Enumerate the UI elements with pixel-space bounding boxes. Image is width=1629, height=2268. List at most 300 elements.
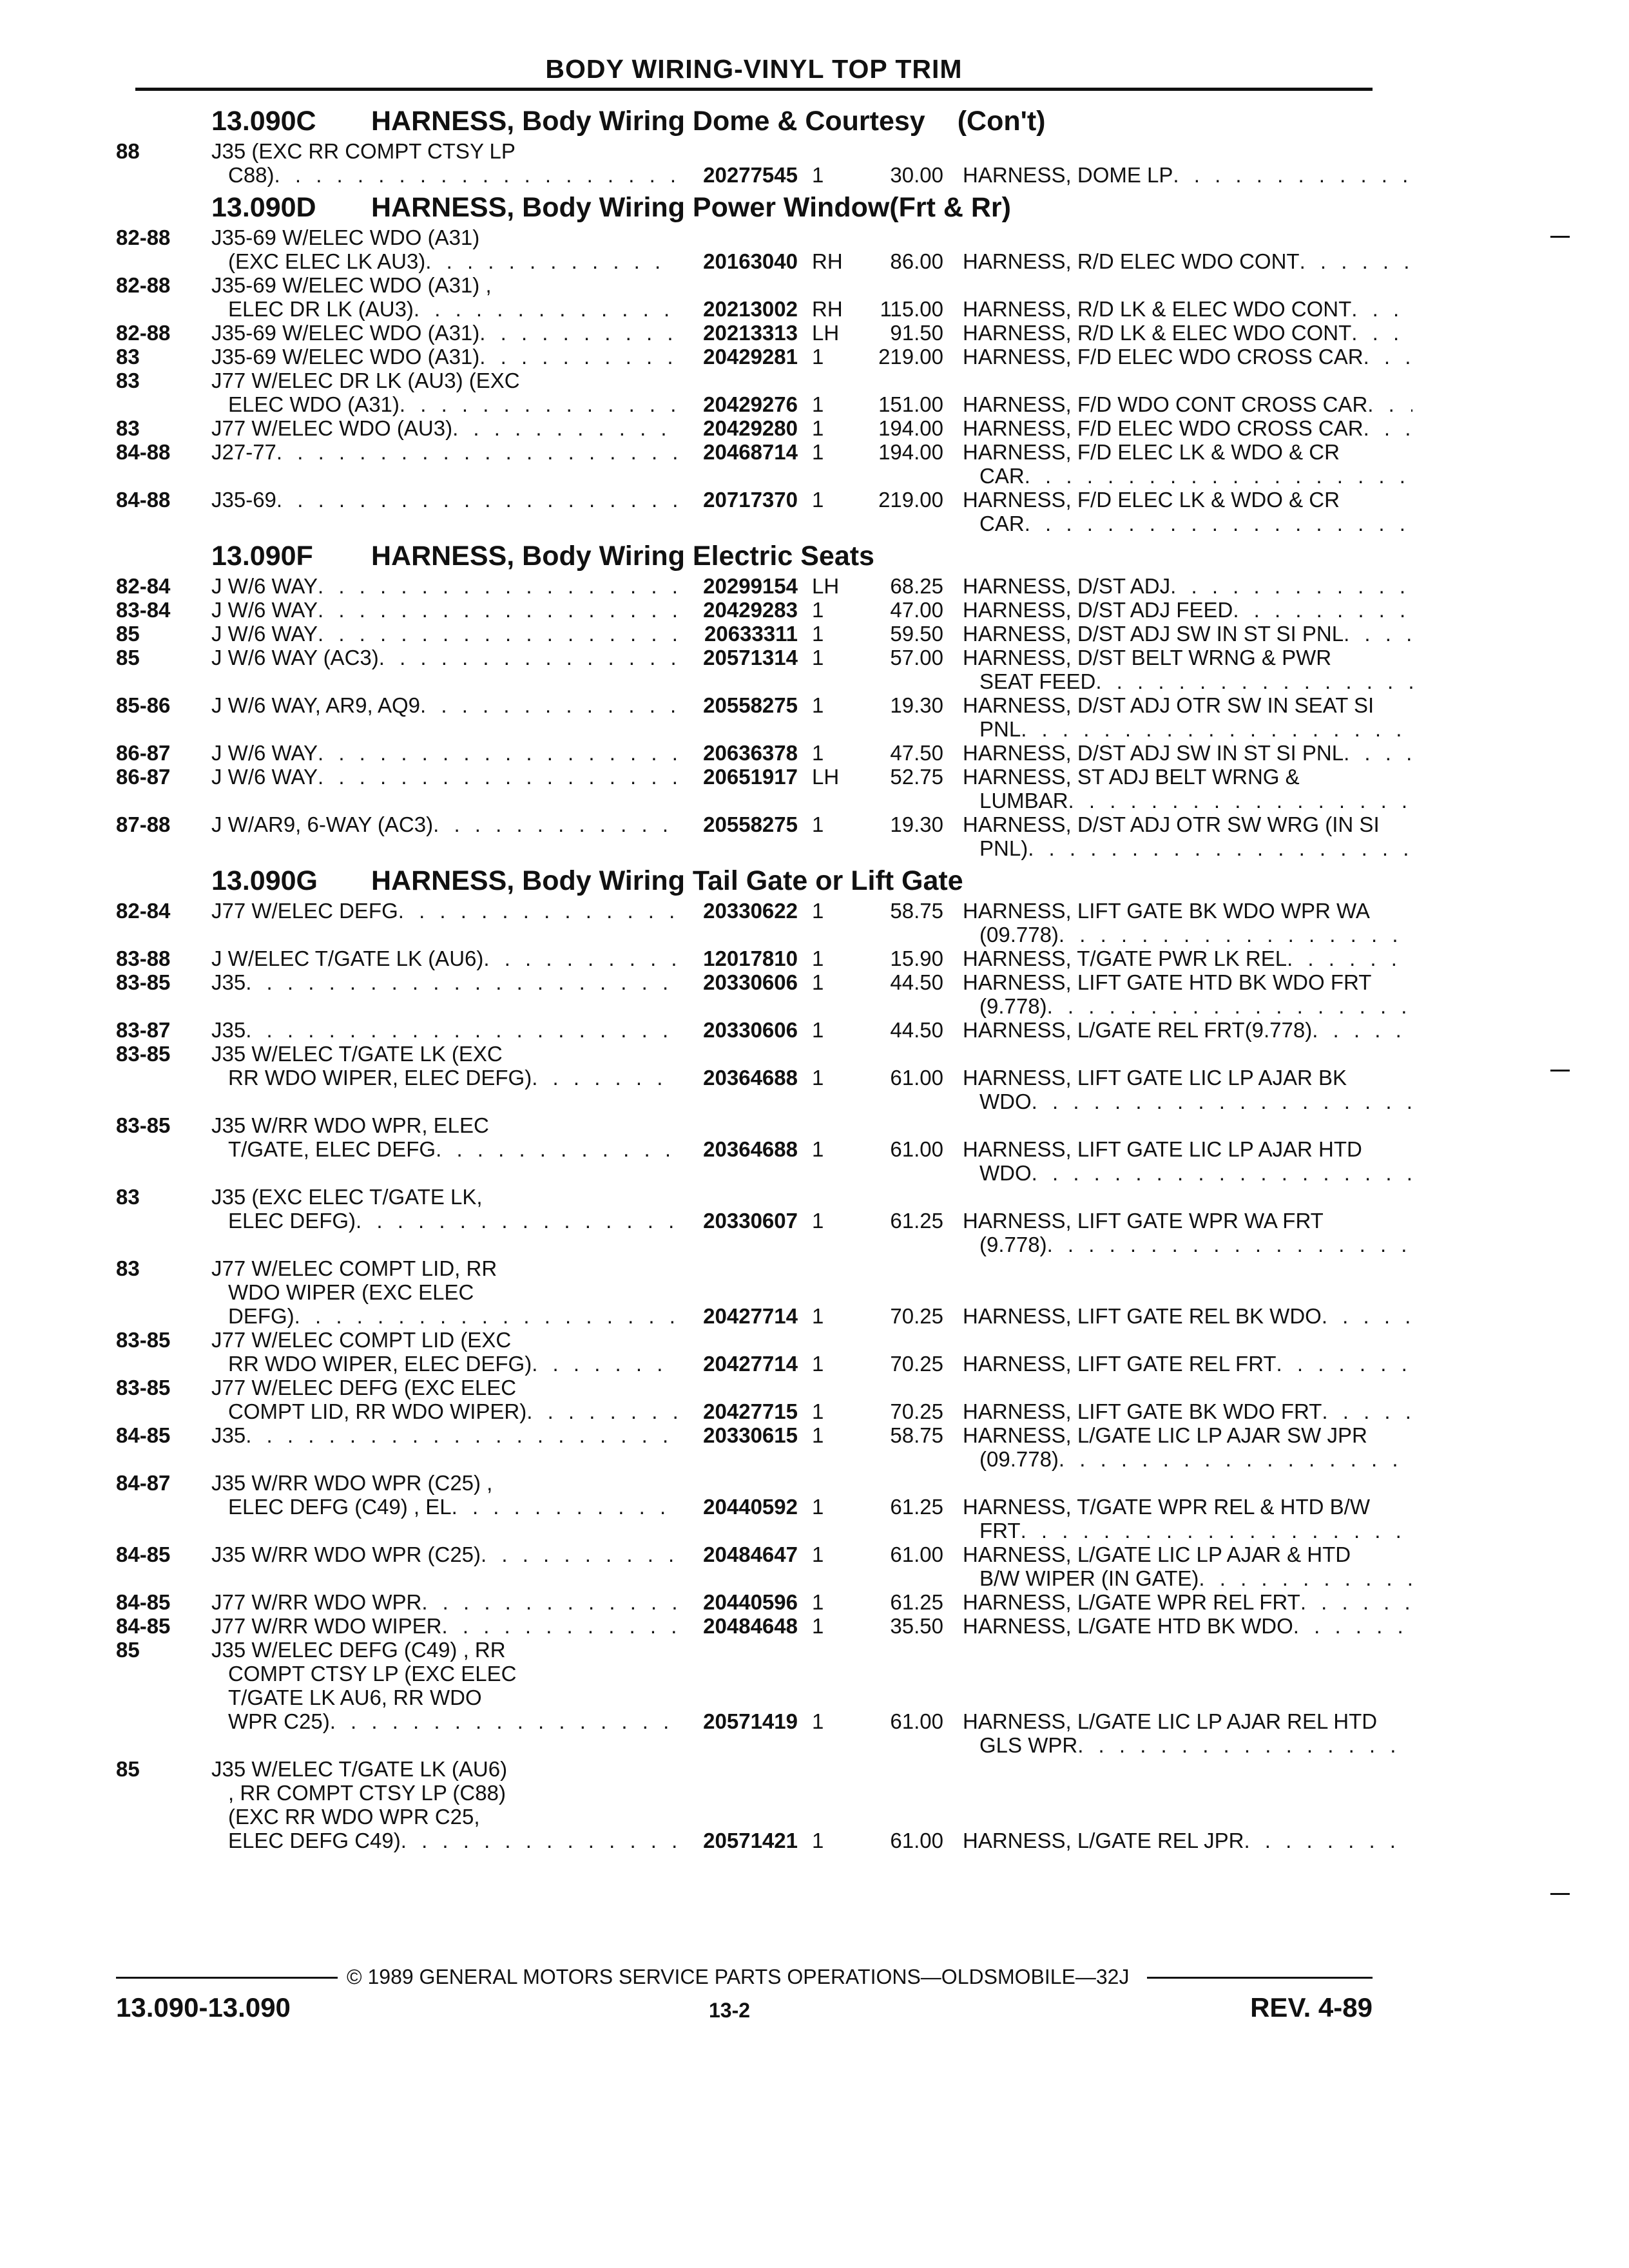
usage-text: J35 W/RR WDO WPR, ELEC (211, 1113, 489, 1137)
part-name-line (963, 1614, 1412, 1638)
dot-leader (1077, 1733, 1412, 1757)
part-name-line (963, 836, 1412, 860)
dot-leader (414, 297, 677, 321)
price: 35.50 (890, 1614, 943, 1638)
quantity: 1 (812, 1495, 824, 1519)
table-row (116, 345, 1379, 369)
part-name-text: CAR (979, 464, 1025, 488)
dot-leader (436, 1137, 677, 1161)
table-row (116, 273, 1379, 321)
dot-leader (1344, 741, 1412, 765)
usage-line (211, 646, 677, 669)
part-name-line (963, 1137, 1412, 1161)
part-name-line (963, 741, 1412, 765)
dot-leader (275, 163, 677, 187)
price: 15.90 (890, 947, 943, 970)
part-name-text: HARNESS, D/ST ADJ FEED (963, 598, 1233, 622)
usage-line (211, 1709, 677, 1733)
part-name-line (963, 1566, 1412, 1590)
part-name (943, 646, 1412, 693)
part-number: 20571421 (703, 1829, 798, 1852)
model-year: 85 (116, 1757, 140, 1781)
price: 91.50 (890, 321, 943, 345)
usage-text: (EXC ELEC LK AU3) (228, 249, 426, 273)
dot-leader (1322, 1304, 1412, 1328)
dot-leader (532, 1066, 677, 1090)
model-year: 83-85 (116, 1113, 171, 1137)
quantity: RH (812, 297, 843, 321)
usage-description (211, 488, 677, 512)
quantity: 1 (812, 488, 824, 512)
usage-text: J35-69 W/ELEC WDO (A31) (211, 226, 480, 249)
usage-text: J W/6 WAY (211, 622, 318, 646)
part-number: 20717370 (703, 488, 798, 512)
quantity: 1 (812, 1352, 824, 1376)
usage-description (211, 1042, 677, 1090)
usage-text: J W/6 WAY (211, 765, 318, 789)
part-name (943, 947, 1412, 970)
model-year: 84-88 (116, 488, 171, 512)
model-year: 85 (116, 622, 140, 646)
price: 57.00 (890, 646, 943, 669)
table-row (116, 1328, 1379, 1376)
section-title-block (371, 538, 874, 574)
part-name-text: WDO (979, 1161, 1032, 1185)
part-name-line (963, 1829, 1412, 1852)
dot-leader (1364, 416, 1412, 440)
model-year: 83 (116, 369, 140, 392)
dot-leader (1344, 622, 1412, 646)
part-name-line (963, 1304, 1412, 1328)
dot-leader (276, 440, 677, 464)
part-number: 20558275 (703, 812, 798, 836)
part-name-line (963, 1519, 1412, 1542)
part-name (943, 812, 1412, 860)
usage-line (211, 574, 677, 598)
part-name-line (963, 765, 1412, 789)
dot-leader (398, 899, 677, 923)
model-year: 84-88 (116, 440, 171, 464)
part-name-text: HARNESS, LIFT GATE LIC LP AJAR HTD (963, 1137, 1362, 1161)
model-year: 83-85 (116, 1376, 171, 1399)
usage-text: J77 W/ELEC COMPT LID (EXC (211, 1328, 512, 1352)
part-number: 12017810 (703, 947, 798, 970)
part-name (943, 1590, 1412, 1614)
quantity: 1 (812, 1018, 824, 1042)
table-row (116, 1256, 1379, 1328)
usage-line (211, 1805, 677, 1829)
quantity: 1 (812, 392, 824, 416)
usage-line (211, 226, 677, 249)
footer-rule-right (1147, 1977, 1373, 1979)
usage-description (211, 970, 677, 994)
price: 70.25 (890, 1399, 943, 1423)
part-number: 20364688 (703, 1066, 798, 1090)
table-row (116, 440, 1379, 488)
part-name-text: HARNESS, LIFT GATE BK WDO FRT (963, 1399, 1322, 1423)
dot-leader (1032, 1090, 1412, 1113)
dot-leader (532, 1352, 677, 1376)
dot-leader (433, 812, 677, 836)
price: 61.00 (890, 1066, 943, 1090)
part-name-line (963, 392, 1412, 416)
usage-text: J77 W/RR WDO WPR (211, 1590, 422, 1614)
part-name-text: HARNESS, D/ST ADJ (963, 574, 1171, 598)
revision-label: REV. 4-89 (1250, 1992, 1373, 2023)
quantity: 1 (812, 1209, 824, 1233)
usage-description (211, 646, 677, 669)
part-number: 20429280 (703, 416, 798, 440)
table-row (116, 812, 1379, 860)
usage-line (211, 1686, 677, 1709)
usage-line (211, 1018, 677, 1042)
usage-text: J77 W/ELEC COMPT LID, RR (211, 1256, 497, 1280)
usage-text: J35 W/ELEC T/GATE LK (AU6) (211, 1757, 508, 1781)
table-row (116, 741, 1379, 765)
part-name-text: HARNESS, R/D LK & ELEC WDO CONT (963, 321, 1352, 345)
model-year: 83-88 (116, 947, 171, 970)
part-name-line (963, 994, 1412, 1018)
part-number: 20364688 (703, 1137, 798, 1161)
table-row (116, 488, 1379, 535)
part-name-line (963, 249, 1412, 273)
dot-leader (318, 622, 677, 646)
part-name-line (963, 947, 1412, 970)
usage-line (211, 812, 677, 836)
price: 61.00 (890, 1709, 943, 1733)
usage-line (211, 1328, 677, 1352)
section-range: 13.090-13.090 (116, 1992, 291, 2023)
table-row (116, 970, 1379, 1018)
usage-description (211, 765, 677, 789)
section-title-block (371, 189, 1011, 226)
part-name-text: FRT (979, 1519, 1021, 1542)
usage-line (211, 1376, 677, 1399)
part-name-text: HARNESS, LIFT GATE WPR WA FRT (963, 1209, 1324, 1233)
part-name (943, 416, 1412, 440)
price: 58.75 (890, 899, 943, 923)
part-name (943, 1829, 1412, 1852)
part-name (943, 1066, 1412, 1113)
part-number: 20213313 (703, 321, 798, 345)
dot-leader (420, 693, 677, 717)
part-name (943, 970, 1412, 1018)
page-title: BODY WIRING-VINYL TOP TRIM (545, 54, 963, 84)
section-header (116, 538, 1379, 574)
usage-line (211, 693, 677, 717)
model-year: 83-85 (116, 1042, 171, 1066)
part-name-line (963, 512, 1412, 535)
dot-leader (356, 1209, 677, 1233)
price: 194.00 (878, 416, 943, 440)
part-name (943, 899, 1412, 947)
usage-line (211, 321, 677, 345)
quantity: 1 (812, 1304, 824, 1328)
part-name-line (963, 1399, 1412, 1423)
usage-text: (EXC RR WDO WPR C25, (228, 1805, 480, 1829)
usage-line (211, 1113, 677, 1137)
table-row (116, 1185, 1379, 1256)
model-year: 83-85 (116, 1328, 171, 1352)
usage-text: ELEC DEFG (C49) , EL (228, 1495, 452, 1519)
section-title: HARNESS, Body Wiring Power Window(Frt & Rr) (371, 192, 1011, 223)
quantity: 1 (812, 1829, 824, 1852)
usage-line (211, 1280, 677, 1304)
table-row (116, 1376, 1379, 1423)
copyright-notice: © 1989 GENERAL MOTORS SERVICE PARTS OPERATIONS—OLDSMOBILE—32J (347, 1965, 1130, 1988)
part-name-line (963, 1066, 1412, 1090)
dot-leader (246, 1423, 677, 1447)
usage-line (211, 139, 677, 163)
part-name-line (963, 622, 1412, 646)
part-number: 20440592 (703, 1495, 798, 1519)
model-year: 83-84 (116, 598, 171, 622)
part-name-text: B/W WIPER (IN GATE) (979, 1566, 1199, 1590)
part-name-text: HARNESS, L/GATE REL JPR (963, 1829, 1244, 1852)
price: 70.25 (890, 1352, 943, 1376)
part-name-text: HARNESS, R/D LK & ELEC WDO CONT (963, 297, 1352, 321)
quantity: RH (812, 249, 843, 273)
model-year: 82-88 (116, 226, 171, 249)
part-name (943, 1614, 1412, 1638)
part-name (943, 321, 1412, 345)
part-name-text: HARNESS, LIFT GATE HTD BK WDO FRT (963, 970, 1372, 994)
part-number: 20427714 (703, 1304, 798, 1328)
part-name (943, 1018, 1412, 1042)
section-title: HARNESS, Body Wiring Dome & Courtesy (371, 106, 925, 137)
usage-line (211, 1614, 677, 1638)
part-name-line (963, 1161, 1412, 1185)
part-number: 20330622 (703, 899, 798, 923)
dot-leader (479, 321, 677, 345)
usage-text: J77 W/ELEC DEFG (EXC ELEC (211, 1376, 517, 1399)
dot-leader (452, 416, 677, 440)
quantity: LH (812, 574, 840, 598)
dot-leader (1287, 947, 1412, 970)
part-name-line (963, 812, 1412, 836)
dot-leader (526, 1399, 677, 1423)
part-name (943, 345, 1412, 369)
model-year: 84-87 (116, 1471, 171, 1495)
price: 52.75 (890, 765, 943, 789)
usage-text: J W/6 WAY (AC3) (211, 646, 379, 669)
model-year: 87-88 (116, 812, 171, 836)
usage-line (211, 1352, 677, 1376)
part-name (943, 440, 1412, 488)
usage-text: RR WDO WIPER, ELEC DEFG) (228, 1352, 532, 1376)
section-code: 13.090G (211, 865, 318, 896)
dot-leader (1047, 994, 1412, 1018)
part-name-text: LUMBAR (979, 789, 1068, 812)
top-rule (135, 88, 1373, 91)
part-name-text: HARNESS, F/D ELEC WDO CROSS CAR (963, 345, 1364, 369)
dot-leader (330, 1709, 677, 1733)
price: 194.00 (878, 440, 943, 464)
section-title-block (371, 103, 1046, 139)
part-name-text: HARNESS, D/ST ADJ OTR SW IN SEAT SI (963, 693, 1374, 717)
part-name-line (963, 345, 1412, 369)
section-code: 13.090D (211, 192, 316, 223)
usage-description (211, 1376, 677, 1423)
usage-description (211, 693, 677, 717)
part-number: 20330607 (703, 1209, 798, 1233)
quantity: 1 (812, 1590, 824, 1614)
model-year: 86-87 (116, 765, 171, 789)
part-number: 20468714 (703, 440, 798, 464)
parts-listing (116, 101, 1379, 1852)
usage-description (211, 139, 677, 187)
dot-leader (442, 1614, 677, 1638)
part-name-text: HARNESS, ST ADJ BELT WRNG & (963, 765, 1300, 789)
table-row (116, 598, 1379, 622)
part-name-text: HARNESS, F/D ELEC WDO CROSS CAR (963, 416, 1364, 440)
usage-line (211, 947, 677, 970)
price: 44.50 (890, 970, 943, 994)
dot-leader (421, 1590, 677, 1614)
dot-leader (1244, 1829, 1412, 1852)
table-row (116, 1757, 1379, 1852)
price: 151.00 (878, 392, 943, 416)
usage-text: J27-77 (211, 440, 276, 464)
dot-leader (1199, 1566, 1412, 1590)
part-name-line (963, 923, 1412, 947)
part-name-text: HARNESS, L/GATE LIC LP AJAR & HTD (963, 1542, 1351, 1566)
usage-text: ELEC DEFG C49) (228, 1829, 401, 1852)
table-row (116, 765, 1379, 812)
quantity: 1 (812, 812, 824, 836)
part-number: 20299154 (703, 574, 798, 598)
dot-leader (1351, 321, 1412, 345)
model-year: 85-86 (116, 693, 171, 717)
part-name (943, 249, 1412, 273)
margin-mark (1550, 1893, 1570, 1895)
usage-description (211, 812, 677, 836)
part-name (943, 622, 1412, 646)
quantity: 1 (812, 416, 824, 440)
dot-leader (479, 345, 677, 369)
part-number: 20213002 (703, 297, 798, 321)
part-number: 20330615 (703, 1423, 798, 1447)
usage-description (211, 1113, 677, 1161)
part-number: 20330606 (703, 970, 798, 994)
part-name-text: HARNESS, F/D ELEC LK & WDO & CR (963, 488, 1340, 512)
quantity: 1 (812, 741, 824, 765)
part-name (943, 1423, 1412, 1471)
section-code: 13.090C (211, 106, 316, 137)
dot-leader (1300, 249, 1412, 273)
usage-text: J35-69 W/ELEC WDO (A31) , (211, 273, 492, 297)
usage-text: J W/6 WAY, AR9, AQ9 (211, 693, 421, 717)
model-year: 83 (116, 345, 140, 369)
dot-leader (483, 947, 677, 970)
price: 61.00 (890, 1137, 943, 1161)
usage-text: J W/6 WAY (211, 574, 318, 598)
usage-description (211, 1542, 677, 1566)
usage-text: COMPT LID, RR WDO WIPER) (228, 1399, 527, 1423)
usage-line (211, 1209, 677, 1233)
part-number: 20484648 (703, 1614, 798, 1638)
part-number: 20427714 (703, 1352, 798, 1376)
model-year: 82-88 (116, 321, 171, 345)
model-year: 83 (116, 1185, 140, 1209)
price: 68.25 (890, 574, 943, 598)
dot-leader (1300, 1590, 1412, 1614)
table-row (116, 1471, 1379, 1542)
part-number: 20163040 (703, 249, 798, 273)
usage-text: J35 (EXC RR COMPT CTSY LP (211, 139, 516, 163)
usage-line (211, 273, 677, 297)
model-year: 88 (116, 139, 140, 163)
table-row (116, 693, 1379, 741)
usage-description (211, 321, 677, 345)
part-name-text: HARNESS, LIFT GATE LIC LP AJAR BK (963, 1066, 1347, 1090)
part-name-line (963, 1090, 1412, 1113)
price: 19.30 (890, 812, 943, 836)
usage-description (211, 598, 677, 622)
part-name-text: HARNESS, L/GATE LIC LP AJAR SW JPR (963, 1423, 1367, 1447)
usage-description (211, 1471, 677, 1519)
table-row (116, 226, 1379, 273)
price: 58.75 (890, 1423, 943, 1447)
part-name-text: HARNESS, D/ST ADJ OTR SW WRG (IN SI (963, 812, 1380, 836)
part-name-line (963, 970, 1412, 994)
dot-leader (276, 488, 677, 512)
part-name (943, 1399, 1412, 1423)
part-name-text: (09.778) (979, 923, 1059, 947)
usage-text: J35-69 W/ELEC WDO (A31) (211, 345, 480, 369)
part-name-text: (09.778) (979, 1447, 1059, 1471)
usage-text: J35-69 W/ELEC WDO (A31) (211, 321, 480, 345)
part-name-text: HARNESS, L/GATE WPR REL FRT (963, 1590, 1300, 1614)
usage-line (211, 1757, 677, 1781)
table-row (116, 574, 1379, 598)
usage-description (211, 345, 677, 369)
model-year: 82-84 (116, 899, 171, 923)
usage-line (211, 899, 677, 923)
usage-line (211, 1829, 677, 1852)
usage-text: J W/AR9, 6-WAY (AC3) (211, 812, 434, 836)
usage-text: T/GATE, ELEC DEFG (228, 1137, 436, 1161)
table-row (116, 899, 1379, 947)
quantity: 1 (812, 970, 824, 994)
part-name-line (963, 1590, 1412, 1614)
usage-line (211, 1137, 677, 1161)
model-year: 84-85 (116, 1542, 171, 1566)
part-name-text: HARNESS, F/D WDO CONT CROSS CAR (963, 392, 1368, 416)
dot-leader (318, 765, 677, 789)
section-title: HARNESS, Body Wiring Tail Gate or Lift Gate (371, 865, 963, 896)
dot-leader (379, 646, 677, 669)
part-name-text: CAR (979, 512, 1025, 535)
usage-line (211, 741, 677, 765)
usage-description (211, 899, 677, 923)
part-name (943, 741, 1412, 765)
usage-line (211, 1399, 677, 1423)
part-number: 20558275 (703, 693, 798, 717)
section-code: 13.090F (211, 541, 313, 572)
part-number: 20427715 (703, 1399, 798, 1423)
price: 44.50 (890, 1018, 943, 1042)
usage-description (211, 947, 677, 970)
part-name-text: HARNESS, LIFT GATE BK WDO WPR WA (963, 899, 1370, 923)
part-name-text: HARNESS, L/GATE LIC LP AJAR REL HTD (963, 1709, 1378, 1733)
usage-line (211, 345, 677, 369)
usage-line (211, 1423, 677, 1447)
usage-description (211, 1757, 677, 1852)
part-name-line (963, 669, 1412, 693)
usage-line (211, 765, 677, 789)
quantity: LH (812, 321, 840, 345)
